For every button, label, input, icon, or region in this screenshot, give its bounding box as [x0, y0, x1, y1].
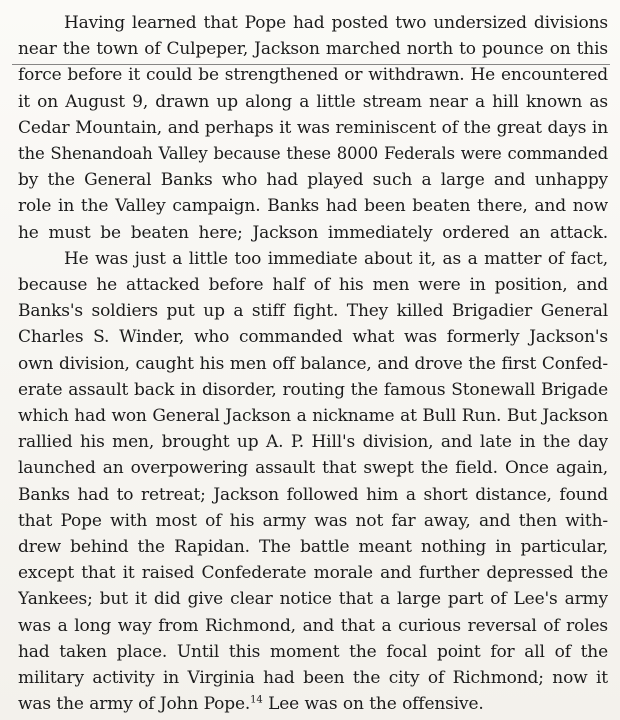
text-line: he must be beaten here; Jackson immediately ordered an attack. [18, 222, 608, 243]
final-line-text: was the army of John Pope. [18, 694, 251, 715]
text-line: Yankees; but it did give clear notice that a large part of Lee's army [18, 589, 608, 610]
text-line: it on August 9, drawn up along a little stream near a hill known as [18, 91, 608, 112]
paragraph-1 [18, 10, 608, 246]
text-line: Charles S. Winder, who commanded what was formerly Jackson's [18, 327, 608, 348]
text-line: near the town of Culpeper, Jackson marched north to pounce on this [18, 39, 608, 60]
text-line: the Shenandoah Valley because these 8000 Federals were commanded [18, 144, 608, 164]
text-line: rallied his men, brought up A. P. Hill's division, and late in the day [18, 432, 608, 453]
text-line: Banks had to retreat; Jackson followed him a short distance, found [18, 484, 608, 505]
text-line: that Pope with most of his army was not far away, and then with- [18, 510, 608, 531]
text-line: by the General Banks who had played such a large and unhappy [18, 170, 608, 191]
text-line: military activity in Virginia had been the city of Richmond; now it [18, 668, 608, 689]
text-line: which had won General Jackson a nickname at Bull Run. But Jackson [18, 406, 608, 427]
text-line: erate assault back in disorder, routing the famous Stonewall Brigade [18, 379, 608, 400]
text-line: Banks's soldiers put up a stiff fight. They killed Brigadier General [18, 301, 608, 322]
footnote-marker[interactable]: 14 [250, 694, 263, 706]
text-line: except that it raised Confederate morale and further depressed the [18, 563, 608, 584]
text-line: Having learned that Pope had posted two undersized divisions [64, 13, 608, 33]
paragraph-2 [18, 246, 608, 718]
text-line: launched an overpowering assault that swept the field. Once again, [18, 458, 608, 479]
body-text [18, 10, 608, 717]
text-line: because he attacked before half of his men were in position, and [18, 275, 608, 296]
text-line: role in the Valley campaign. Banks had been beaten there, and now [18, 196, 608, 217]
text-line: He was just a little too immediate about it, as a matter of fact, [64, 248, 608, 269]
text-line: Cedar Mountain, and perhaps it was reminiscent of the great days in [18, 117, 608, 138]
text-line: own division, caught his men off balance, and drove the first Confed- [18, 353, 608, 374]
text-line: was a long way from Richmond, and that a curious reversal of roles [18, 615, 608, 636]
text-line: had taken place. Until this moment the focal point for all of the [18, 641, 608, 662]
text-line: force before it could be strengthened or withdrawn. He encountered [18, 65, 608, 86]
text-line-final [18, 691, 608, 717]
final-line-text-end: Lee was on the offensive. [262, 694, 484, 715]
text-line: drew behind the Rapidan. The battle meant nothing in particular, [18, 537, 608, 558]
